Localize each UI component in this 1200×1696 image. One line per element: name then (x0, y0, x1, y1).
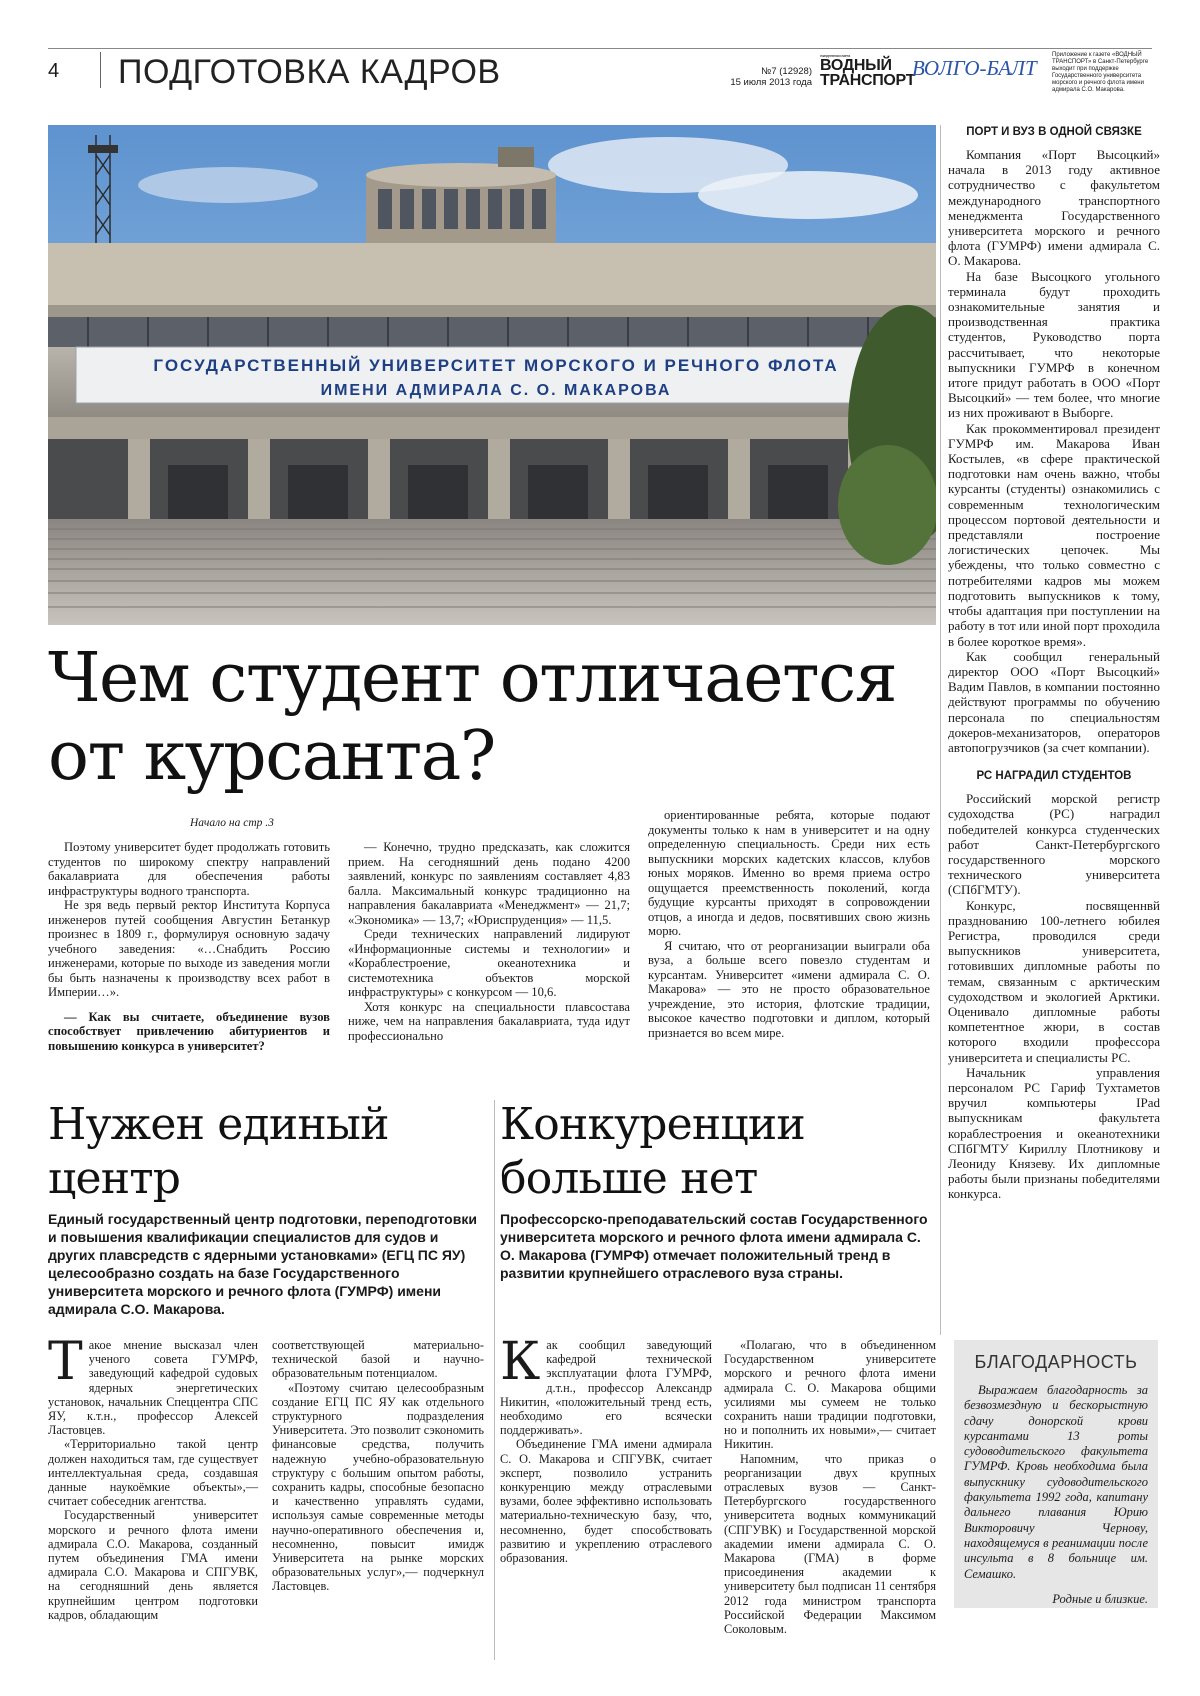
article2-col1 (48, 1332, 258, 1622)
sidebar-heading-port: ПОРТ И ВУЗ В ОДНОЙ СВЯЗКЕ (966, 126, 1142, 138)
sidebar-paragraph: Начальник управления персоналом РС Гариф Тухтаметов вручил компьютеры IPad выпускникам факультета кораблестроения и океанотехники СПбГМТУ Кириллу Плотникову и Леониду Князеву. Их дипломные работы были признаны победителями конкурса. (948, 1064, 1160, 1202)
article-paragraph: Хотя конкурс на специальности плавсостава ниже, чем на направления бакалавриата, туда идут профессионально (348, 999, 630, 1043)
article-paragraph: ориентированные ребята, которые подают документы только к нам в университет и на одну определенную специальность. Среди них есть выпускники морских кадетских классов, клубов юных моряков. Именно во время приема остро ощущается преемственность поколений, когда будущие курсанты приходят в сопровождении отцов, а иногда и дедов, посвятивших свою жизнь морю. (648, 808, 930, 938)
main-headline: Чем студент отличается от курсанта? (48, 639, 897, 796)
article-paragraph (48, 1332, 258, 1438)
continuation-note: Начало на стр .3 (190, 817, 274, 829)
article3-dropcap: К (500, 1332, 541, 1392)
newspaper-logo (820, 54, 915, 88)
article3-col2 (724, 1338, 936, 1636)
thanks-text: Выражаем благодарность за безвозмездную и бескорыстную сдачу донорской крови курсантами 13 роты судоводительского факультета ГУМРФ. Кровь необходима была выпускнику судоводительского факультета 1992 года, капитану дальнего плавания Юрию Викторовичу Чернову, находящемуся в реанимации после инсульта в 8 больнице им. Семашко. (964, 1383, 1148, 1581)
article-paragraph: Среди технических направлений лидируют «Информационные системы и технологии» и «Кораблестроение, океанотехника и системотехника объектов морской инфраструктуры» с конкурсом — 10,6. (348, 927, 630, 999)
article-paragraph: «Полагаю, что в объединенном Государственном университете морского и речного флота имени адмирала С. О. Макарова общими усилиями мы сумеем не только сохранить наши традиции подготовки, но и пополнить их новыми»,— считает Никитин. (724, 1338, 936, 1452)
issue-info (720, 66, 812, 88)
sidebar-paragraph: Компания «Порт Высоцкий» начала в 2013 году активное сотрудничество с факультетом международного транспортного менеджмента Государственного университета морского и речного флота (ГУМРФ) имени адмирала С. О. Макарова. (948, 147, 1160, 269)
main-article-col1 (48, 840, 330, 1053)
header-top-rule (48, 48, 1152, 49)
header-note: Приложение к газете «ВОДНЫЙ ТРАНСПОРТ» в Санкт-Петербурге выходит при поддержке Государственного университета морского и речного флота имени адмирала С.О. Макарова. (1052, 52, 1149, 93)
article-paragraph: Я считаю, что от реорганизации выиграли оба вуза, а больше всего повезло студентам и курсантам. Университет «имени адмирала С. О. Макарова» — это не просто образовательное учреждение, это история, флотские традиции, высокое качество подготовки и диплом, который признается во всем мире. (648, 938, 930, 1040)
page-number: 4 (48, 60, 60, 82)
photo-illustration (48, 125, 936, 625)
thanks-title: БЛАГОДАРНОСТЬ (974, 1352, 1138, 1372)
article2-col2 (272, 1338, 484, 1594)
sidebar-paragraph: Как прокомментировал президент ГУМРФ им. Макарова Иван Костылев, «в сфере практической подготовки нам очень важно, чтобы курсанты (студенты) ознакомились с современным технологическим процессом портовой деятельности и представляли построение логистических цепочек. Мы убеждены, что только совместно с потребителями кадров мы можем подготовить выпускников к тому, чтобы адаптация при поступлении на работу в тот или иной порт проходила в более короткое время». (948, 420, 1160, 649)
article-paragraph (500, 1332, 712, 1438)
sidebar-paragraph: Как сообщил генеральный директор ООО «Порт Высоцкий» Вадим Павлов, в компании постоянно действуют программы по обучению персонала по специальностям докеров-механизаторов, операторов автопогрузчиков (за счет компании). (948, 648, 1160, 755)
article3-col1 (500, 1332, 712, 1566)
main-article-col2 (348, 840, 630, 1043)
sidebar-paragraph: Российский морской регистр судоходства (РС) наградил победителей конкурса студенческих работ Санкт-Петербургского государственного морского технического университета (СПбГМТУ). (948, 791, 1160, 898)
sidebar (948, 125, 1160, 1202)
banner-line2: ИМЕНИ АДМИРАЛА С. О. МАКАРОВА (320, 382, 672, 399)
article-paragraph: Не зря ведь первый ректор Института Корпуса инженеров путей сообщения Августин Бетанкур произнес в 1809 г., формулируя основную задачу учебного заведения: «…Снабдить Россию инженерами, которые по выходе из заведения могли бы быть назначены к производству всех работ в Империи…». (48, 898, 330, 999)
article-paragraph: Объединение ГМА имени адмирала С. О. Макарова и СПГУВК, считает эксперт, позволило устранить конкуренцию между отраслевыми вузами, более эффективно использовать материально-техническую базу, что, несомненно, будет способствовать развитию и укреплению отраслевого образования. (500, 1437, 712, 1566)
sidebar-heading-rs: РС НАГРАДИЛ СТУДЕНТОВ (976, 770, 1132, 783)
article-paragraph: Поэтому университет будет продолжать готовить студентов по широкому спектру направлений бакалавриата для обеспечения работы инфраструктуры водного транспорта. (48, 840, 330, 898)
article-paragraph: — Конечно, трудно предсказать, как сложится прием. На сегодняшний день подано 4200 заявлений, конкурс по заявлениям составляет 4,83 балла. Максимальный конкурс традиционно на направления бакалавриата «Менеджмент» — 21,7; «Экономика» — 13,7; «Юриспруденция» — 11,5. (348, 840, 630, 927)
thanks-box (954, 1340, 1158, 1608)
article-paragraph: Напомним, что приказ о реорганизации двух крупных отраслевых вузов — Санкт-Петербургского государственного университета водных коммуникаций (СПГУВК) и Государственной морской академии имени адмирала С. О. Макарова (ГМА) в форме присоединения академии к университету был подписан 11 сентября 2012 года министром транспорта Российской Федерации Максимом Соколовым. (724, 1451, 936, 1637)
interview-question: — Как вы считаете, объединение вузов способствует привлечению абитуриентов и повышению конкурса в университет? (48, 1009, 330, 1053)
logo-region: ВОЛГО-БАЛТ (912, 56, 1037, 80)
logo-line1: ВОДНЫЙ (820, 57, 892, 74)
article-paragraph-text: акое мнение высказал член ученого совета ГУМРФ, заведующий кафедрой судовых ядерных энергетических установок, начальник Спеццентра СПС ЯУ, к.т.н., профессор Алексей Ластовцев. (48, 1338, 258, 1438)
article3-lead: Профессорско-преподавательский состав Государственного университета морского и речного флота имени адмирала С. О. Макарова (ГУМРФ) отмечает положительный тренд в развитии крупнейшего отраслевого вуза страны. (500, 1211, 928, 1281)
article-paragraph-text: ак сообщил заведующий кафедрой технической эксплуатации флота ГУМРФ, д.т.н., профессор Александр Никитин, «положительный тренд есть, необходимо его всячески поддерживать». (500, 1338, 712, 1438)
article3-title: Конкуренции больше нет (500, 1099, 805, 1204)
article-paragraph: «Территориально такой центр должен находиться там, где существует интеллектуальная среда, создавшая данные наукоёмкие объекты»,— считает собеседник агентства. (48, 1437, 258, 1509)
article-paragraph: соответствующей материально-технической базой и научно-образовательным потенциалом. (272, 1338, 484, 1381)
article-paragraph: Государственный университет морского и речного флота имени адмирала С.О. Макарова, созданный путем объединения ГМА имени адмирала С.О. Макарова и СПГУВК, на сегодняшний день является крупнейшим центром подготовки кадров, обладающим (48, 1508, 258, 1622)
issue-number: №7 (12928) (761, 66, 812, 77)
banner-line1: ГОСУДАРСТВЕННЫЙ УНИВЕРСИТЕТ МОРСКОГО И РЕЧНОГО ФЛОТА (153, 356, 839, 375)
main-article-col3 (648, 808, 930, 1040)
sidebar-paragraph: Конкурс, посвященнвй празднованию 100-летнего юбилея Регистра, проводился среди выпускников университета, готовивших дипломные работы по темам, связанным с арктическим судоходством и экологией Арктики. Оценивало дипломные работы компетентное жюри, в состав которого входили профессора университета и специалисты РС. (948, 897, 1160, 1065)
university-building-photo (48, 125, 936, 625)
article-paragraph: «Поэтому считаю целесообразным создание ЕГЦ ПС ЯУ как отдельного структурного подразделения Университета. Это позволит сэкономить финансовые средства, получить надежную учебно-образовательную структуру с большим опытом работы, сохранить кадры, способные безопасно и качественно управлять судами, используя самые современные методы научно-оперативного обеспечения и, несомненно, повысит имидж Университета на рынке морских образовательных услуг»,— подчеркнул Ластовцев. (272, 1380, 484, 1594)
article2-title: Нужен единый центр (48, 1099, 389, 1204)
logo-line2: ТРАНСПОРТ (820, 72, 916, 89)
thanks-signature: Родные и близкие. (1052, 1591, 1148, 1606)
section-title: ПОДГОТОВКА КАДРОВ (118, 53, 501, 91)
issue-date: 15 июля 2013 года (730, 77, 812, 88)
logo-tagline: ежедневная газета (820, 53, 850, 58)
header-divider (100, 52, 101, 88)
sidebar-paragraph: На базе Высоцкого угольного терминала будут проходить ознакомительные занятия и производственная практика студентов, Руководство порта рассчитывает, что некоторые выпускники ГУМРФ в конечном итоге придут работать в ООО «Порт Высоцкий» — тем более, что многие из них проживают в Выборге. (948, 268, 1160, 421)
article2-lead: Единый государственный центр подготовки, переподготовки и повышения квалификации специалистов для судов и других плавсредств с ядерными установками» (ЕГЦ ПС ЯУ) целесообразно создать на базе Государственного университета морского и речного флота (ГУМРФ) имени адмирала С.О. Макарова. (48, 1211, 477, 1317)
article2-dropcap: Т (48, 1332, 83, 1392)
article-divider (494, 1100, 495, 1660)
